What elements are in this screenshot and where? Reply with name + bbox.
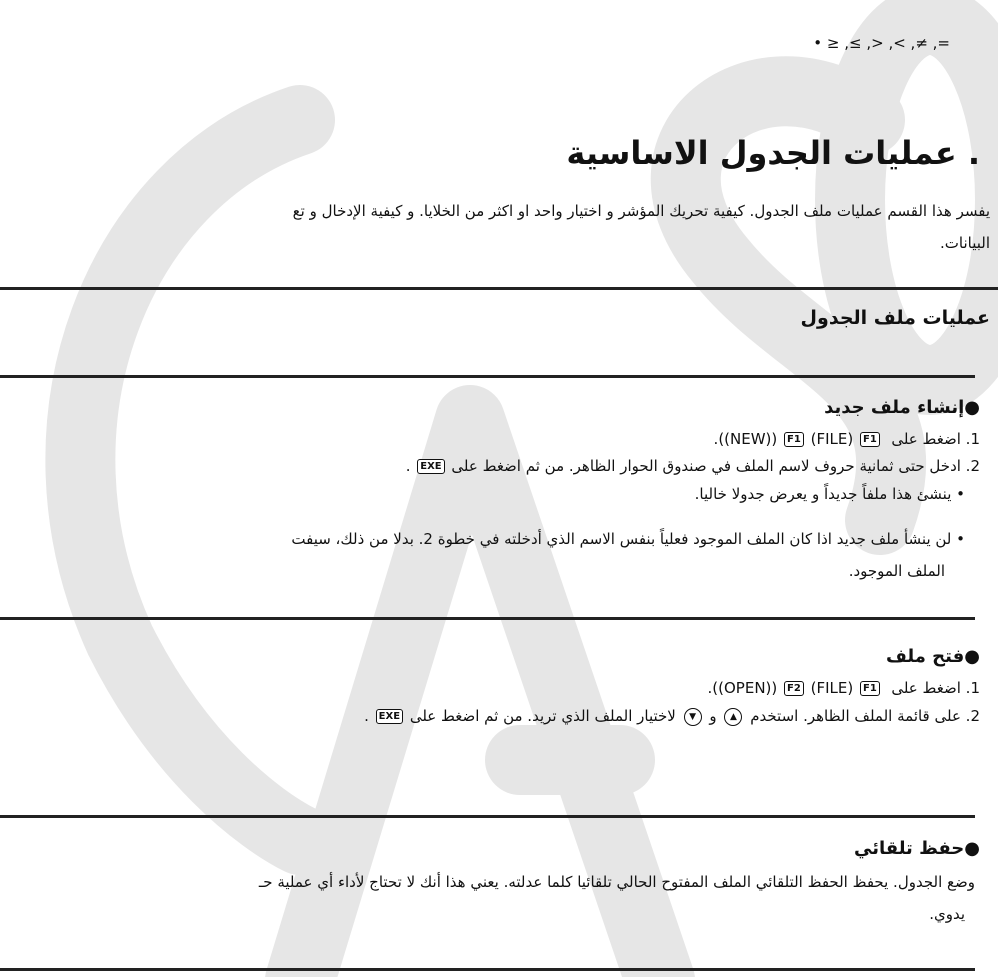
- divider: [0, 617, 975, 620]
- heading-new-file: ●إنشاء ملف جديد: [824, 397, 980, 418]
- open-step2: 2. على قائمة الملف الظاهر. استخدم ▲ و ▼ لاختيار الملف الذي تريد. من ثم اضغط على EXE .: [364, 707, 980, 725]
- heading-bullet: ●: [964, 397, 980, 418]
- subsection-title: عمليات ملف الجدول: [800, 307, 990, 329]
- key-label: (FILE): [810, 430, 854, 448]
- key-label: (NEW): [724, 430, 772, 448]
- autosave-line2: يدوي.: [929, 905, 965, 923]
- f1-key: F1: [784, 432, 804, 447]
- divider: [0, 815, 975, 818]
- down-arrow-icon: ▼: [684, 708, 702, 726]
- divider: [0, 968, 975, 971]
- step-text: و: [709, 707, 717, 725]
- new-bullet1: • ينشئ هذا ملفاً جديداً و يعرض جدولا خاليا.: [694, 485, 965, 503]
- f2-key: F2: [784, 681, 804, 696]
- exe-key: EXE: [417, 459, 444, 474]
- exe-key: EXE: [376, 709, 403, 724]
- heading-bullet: ●: [964, 646, 980, 667]
- new-step2: 2. ادخل حتى ثمانية حروف لاسم الملف في صندوق الحوار الظاهر. من ثم اضغط على EXE .: [405, 457, 980, 475]
- new-bullet2-line2: الملف الموجود.: [848, 562, 945, 580]
- key-sequence: ((NEW)) F1 (FILE) F1: [718, 430, 886, 448]
- operators-line: =, ≠, >, <, ≥, ≤ •: [813, 34, 950, 52]
- section-intro-line1: يفسر هذا القسم عمليات ملف الجدول. كيفية تحريك المؤشر و اختيار واحد او اكثر من الخلايا. و كيفية الإدخال و تع: [292, 202, 990, 220]
- heading-bullet: ●: [964, 838, 980, 859]
- step-text: 1. اضغط على: [891, 679, 980, 697]
- autosave-line1: وضع الجدول. يحفظ الحفظ التلقائي الملف المفتوح الحالي تلقائيا كلما عدلته. يعني هذا أنك لا تحتاج لأداء أي عملية حـ: [258, 873, 975, 891]
- key-label: (OPEN): [718, 679, 772, 697]
- f1-key: F1: [860, 681, 880, 696]
- step-text: لاختيار الملف الذي تريد. من ثم اضغط على: [409, 707, 676, 725]
- step-text: 2. ادخل حتى ثمانية حروف لاسم الملف في صندوق الحوار الظاهر. من ثم اضغط على: [451, 457, 980, 475]
- heading-open-file: ●فتح ملف: [885, 646, 980, 667]
- up-arrow-icon: ▲: [724, 708, 742, 726]
- key-label: (FILE): [810, 679, 854, 697]
- f1-key: F1: [860, 432, 880, 447]
- section-intro-line2: البيانات.: [940, 234, 990, 252]
- section-title: . عمليات الجدول الاساسية: [566, 134, 980, 172]
- new-bullet2-line1: • لن ينشأ ملف جديد اذا كان الملف الموجود فعلياً بنفس الاسم الذي أدخلته في خطوة 2. بدلا من ذلك، سيفت: [291, 530, 965, 548]
- open-step1: 1. اضغط على ((OPEN)) F2 (FILE) F1 .: [707, 679, 980, 697]
- step-text: 2. على قائمة الملف الظاهر. استخدم: [750, 707, 980, 725]
- divider: [0, 287, 998, 290]
- key-sequence: ((OPEN)) F2 (FILE) F1: [712, 679, 886, 697]
- heading-autosave: ●حفظ تلقائي: [854, 838, 980, 859]
- new-step1: 1. اضغط على ((NEW)) F1 (FILE) F1 .: [713, 430, 980, 448]
- step-text: 1. اضغط على: [891, 430, 980, 448]
- divider: [0, 375, 975, 378]
